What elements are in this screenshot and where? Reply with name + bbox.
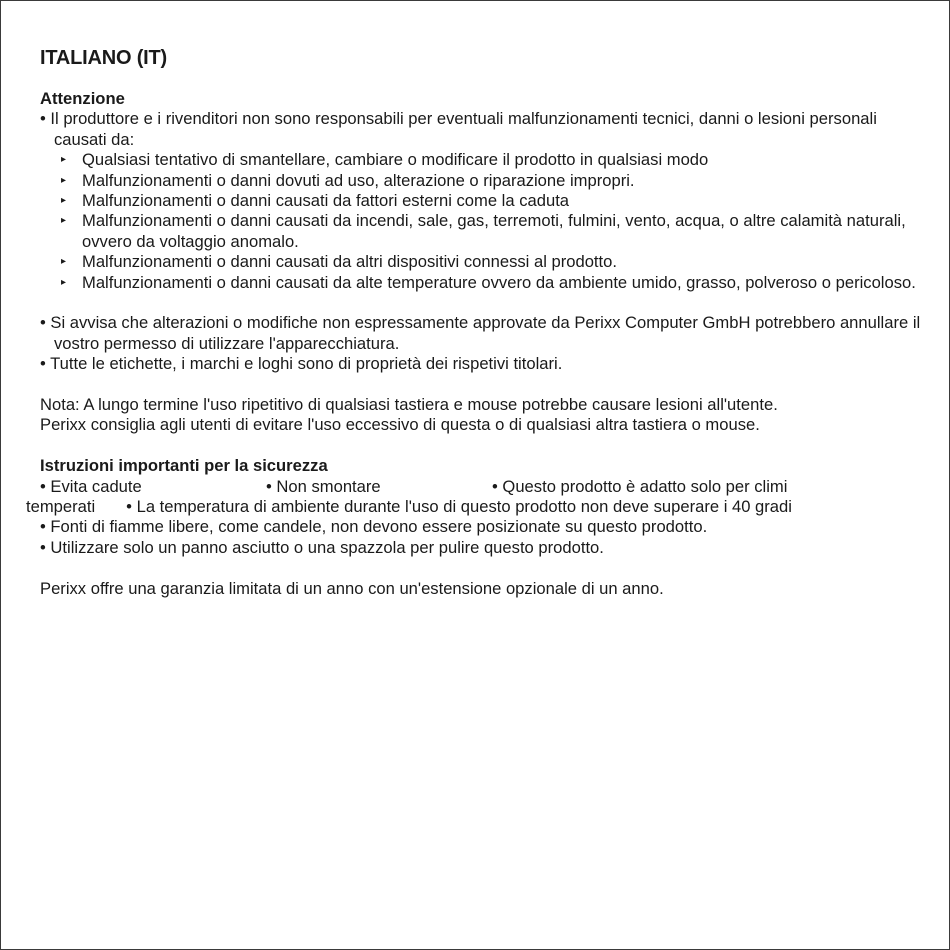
safety-item-cleaning: • Utilizzare solo un panno asciutto o una spazzola per pulire questo prodotto. [40, 537, 604, 557]
safety-item-no-drop: • Evita cadute [40, 476, 142, 496]
safety-row-2 [26, 497, 930, 517]
safety-heading: Istruzioni importanti per la sicurezza [40, 456, 328, 476]
list-item-text: Malfunzionamenti o danni dovuti ad uso, alterazione o riparazione impropri. [82, 170, 635, 190]
list-item-text: Qualsiasi tentativo di smantellare, cambiare o modificare il prodotto in qualsiasi modo [82, 150, 709, 170]
attention-list [40, 150, 930, 293]
document-content [26, 41, 930, 599]
spacer [40, 436, 930, 456]
spacer [40, 375, 930, 395]
list-item [40, 273, 930, 293]
safety-item-temperature: • La temperatura di ambiente durante l'uso di questo prodotto non deve superare i 40 gradi [126, 497, 792, 517]
list-item [40, 150, 930, 170]
list-item [40, 171, 930, 191]
spacer [40, 558, 930, 578]
list-item-text: Malfunzionamenti o danni causati da alte temperature ovvero da ambiente umido, grasso, polveroso o pericoloso. [82, 272, 916, 292]
list-item [40, 211, 930, 252]
safety-item-no-disassemble: • Non smontare [266, 476, 381, 496]
page-title: ITALIANO (IT) [40, 47, 167, 69]
arrow-bullet-icon: ▸ [61, 154, 67, 166]
warranty-text: Perixx offre una garanzia limitata di un anno con un'estensione opzionale di un anno. [40, 578, 664, 598]
safety-item-climate: • Questo prodotto è adatto solo per climi [492, 476, 788, 496]
list-item-text: Malfunzionamenti o danni causati da altri dispositivi connessi al prodotto. [82, 252, 617, 272]
arrow-bullet-icon: ▸ [61, 256, 67, 268]
trademark-notice: • Tutte le etichette, i marchi e loghi sono di proprietà dei rispetivi titolari. [40, 354, 563, 374]
arrow-bullet-icon: ▸ [61, 276, 67, 288]
note-line-2: Perixx consiglia agli utenti di evitare l'uso eccessivo di questa o di qualsiasi altra tastiera o mouse. [40, 415, 760, 435]
safety-item-flames: • Fonti di fiamme libere, come candele, non devono essere posizionate su questo prodotto. [40, 517, 708, 537]
note-line-1: Nota: A lungo termine l'uso ripetitivo di qualsiasi tastiera e mouse potrebbe causare lesioni all'utente. [40, 395, 778, 415]
arrow-bullet-icon: ▸ [61, 215, 67, 227]
list-item-text: Malfunzionamenti o danni causati da incendi, sale, gas, terremoti, fulmini, vento, acqua, o altre calamità naturali, ovvero da voltaggio anomalo. [82, 211, 906, 251]
arrow-bullet-icon: ▸ [61, 195, 67, 207]
approval-notice: • Si avvisa che alterazioni o modifiche non espressamente approvate da Perixx Computer GmbH potrebbero annullare il vostro permesso di utilizzare l'apparecchiatura. [40, 313, 921, 353]
arrow-bullet-icon: ▸ [61, 174, 67, 186]
attention-heading: Attenzione [40, 89, 125, 108]
spacer [40, 293, 930, 313]
list-item-text: Malfunzionamenti o danni causati da fattori esterni come la caduta [82, 191, 570, 211]
attention-intro: • Il produttore e i rivenditori non sono responsabili per eventuali malfunzionamenti tecnici, danni o lesioni personali causati da: [40, 109, 877, 149]
list-item [40, 191, 930, 211]
safety-row-1 [40, 477, 930, 497]
safety-item-climate-cont: temperati [26, 497, 96, 517]
list-item [40, 252, 930, 272]
